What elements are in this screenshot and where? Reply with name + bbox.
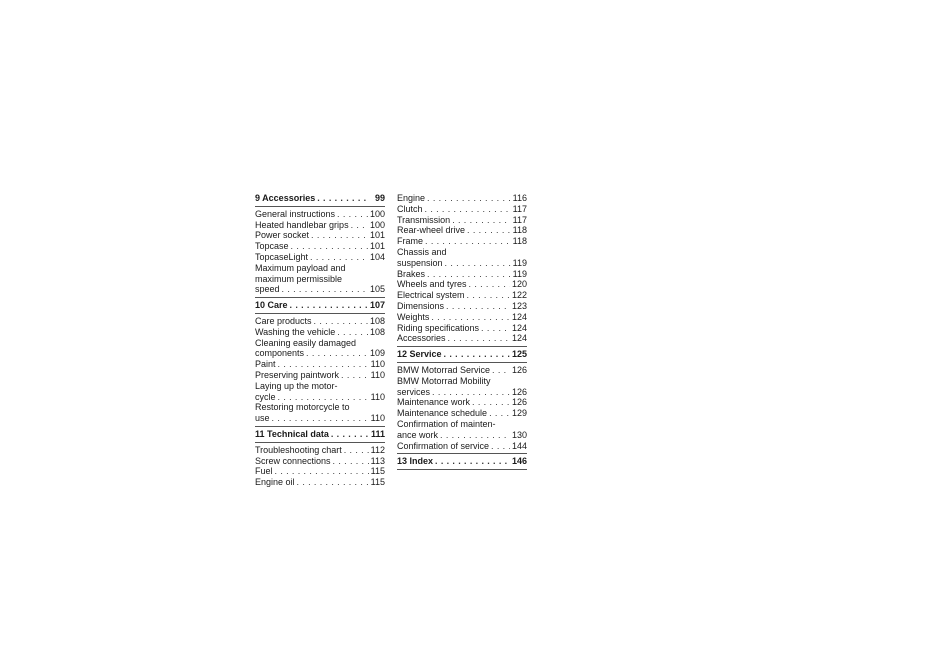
- toc-entry-row: [397, 301, 527, 312]
- dot-leader: [314, 316, 368, 327]
- toc-entry[interactable]: [397, 441, 527, 452]
- toc-page-number: 126: [511, 397, 527, 408]
- dot-leader: [278, 359, 369, 370]
- toc-entry-title-line: Confirmation of mainten-: [397, 418, 496, 429]
- toc-entry-row: [255, 252, 385, 263]
- toc-entry-title: General instructions: [255, 208, 336, 219]
- dot-leader: [344, 445, 369, 456]
- toc-section-heading[interactable]: [255, 429, 385, 440]
- toc-entry[interactable]: [397, 204, 527, 215]
- toc-entry[interactable]: [397, 397, 527, 408]
- toc-entry-row: [397, 323, 527, 334]
- toc-page-number: 115: [370, 466, 385, 477]
- dot-leader: [306, 348, 368, 359]
- toc-entry[interactable]: [397, 247, 527, 269]
- toc-entry-row: [397, 204, 527, 215]
- toc-section-heading[interactable]: [397, 349, 527, 360]
- dot-leader: [467, 225, 511, 236]
- toc-entry-row: [397, 279, 527, 290]
- toc-entry-row: [397, 408, 527, 419]
- toc-entry[interactable]: [255, 445, 385, 456]
- toc-entry-title: suspension: [397, 257, 443, 268]
- toc-entry-row: [255, 300, 385, 311]
- toc-entry[interactable]: [397, 215, 527, 226]
- toc-entry-row: [255, 193, 385, 204]
- toc-entry-row: [397, 365, 527, 376]
- toc-entry-row: [255, 209, 385, 220]
- toc-entry[interactable]: [397, 312, 527, 323]
- toc-entry-row: [397, 225, 527, 236]
- toc-entry-row: [397, 397, 527, 408]
- toc-page-number: 107: [369, 300, 385, 311]
- toc-entry[interactable]: [397, 323, 527, 334]
- dot-leader: [427, 269, 511, 280]
- toc-entry-title: Weights: [397, 311, 430, 322]
- toc-column-left: [255, 193, 385, 488]
- dot-leader: [272, 413, 369, 424]
- toc-entry-row: [255, 284, 385, 295]
- toc-entry-title: speed: [255, 284, 280, 295]
- toc-page-number: 110: [370, 413, 385, 424]
- dot-leader: [310, 252, 368, 263]
- toc-entry-row: [397, 269, 527, 280]
- toc-entry-row: [255, 413, 385, 424]
- toc-page-number: 104: [369, 251, 385, 262]
- dot-leader: [278, 392, 369, 403]
- toc-entry-row: [255, 477, 385, 488]
- toc-entry[interactable]: [397, 419, 527, 441]
- toc-entry-row: [397, 441, 527, 452]
- toc-entry[interactable]: [255, 252, 385, 263]
- toc-entry-title: 9 Accessories: [255, 193, 316, 203]
- toc-entry[interactable]: [255, 263, 385, 295]
- toc-entry-row: [397, 349, 527, 360]
- toc-page-number: 110: [370, 359, 385, 370]
- dot-leader: [491, 441, 510, 452]
- toc-entry-row: [255, 466, 385, 477]
- toc-page-number: 101: [369, 241, 385, 252]
- dot-leader: [291, 241, 368, 252]
- dot-leader: [448, 333, 510, 344]
- toc-entry[interactable]: [255, 220, 385, 231]
- toc-entry-title: 12 Service: [397, 349, 442, 360]
- toc-entry[interactable]: [397, 365, 527, 376]
- dot-leader: [425, 236, 511, 247]
- toc-entry-title: Care products: [255, 315, 312, 326]
- toc-page-number: 130: [511, 429, 527, 440]
- toc-entry-title: Maintenance schedule: [397, 408, 488, 419]
- toc-entry-row: [397, 333, 527, 344]
- toc-entry[interactable]: [255, 456, 385, 467]
- section-rule: [255, 206, 385, 207]
- toc-entry[interactable]: [397, 225, 527, 236]
- toc-entry-title: Topcase: [255, 241, 289, 252]
- toc-page-number: 99: [374, 193, 385, 203]
- dot-leader: [297, 477, 369, 488]
- toc-entry-title: Troubleshooting chart: [255, 444, 342, 455]
- section-rule: [397, 362, 527, 363]
- dot-leader: [331, 429, 369, 440]
- toc-entry[interactable]: [397, 376, 527, 398]
- toc-entry-row: [255, 359, 385, 370]
- toc-entry-row: [255, 392, 385, 403]
- toc-entry-row: [397, 258, 527, 269]
- toc-entry-title: Engine: [397, 193, 426, 203]
- toc-entry-title: Maintenance work: [397, 397, 471, 408]
- toc-entry-title: BMW Motorrad Service: [397, 364, 491, 375]
- toc-entry-row: [397, 236, 527, 247]
- toc-page-number: 117: [512, 203, 527, 214]
- toc-page-number: 129: [511, 408, 527, 419]
- toc-entry-row: [397, 456, 527, 467]
- toc-entry-title-line: Restoring motorcycle to: [255, 402, 350, 413]
- dot-leader: [452, 215, 510, 226]
- dot-leader: [440, 430, 510, 441]
- dot-leader: [444, 349, 510, 360]
- toc-page-number: 124: [511, 322, 527, 333]
- toc-entry-title-line: Maximum payload and: [255, 262, 346, 273]
- dot-leader: [472, 397, 510, 408]
- dot-leader: [431, 312, 510, 323]
- toc-entry-title-line: maximum permissible: [255, 273, 343, 284]
- section-rule: [397, 453, 527, 454]
- dot-leader: [333, 456, 369, 467]
- toc-page-number: 113: [370, 455, 385, 466]
- dot-leader: [467, 290, 510, 301]
- toc-entry-title: use: [255, 413, 270, 424]
- toc-entry-row: [397, 193, 527, 204]
- toc-page-number: 144: [511, 440, 527, 451]
- toc-page-number: 100: [369, 208, 385, 219]
- toc-page-number: 124: [511, 311, 527, 322]
- toc-entry-row: [255, 316, 385, 327]
- toc-page-number: 118: [512, 236, 527, 247]
- toc-entry-row: [255, 348, 385, 359]
- toc-entry-row: [397, 430, 527, 441]
- toc-entry-row: [397, 387, 527, 398]
- toc-entry[interactable]: [255, 402, 385, 424]
- toc-entry[interactable]: [397, 408, 527, 419]
- toc-section-heading[interactable]: [397, 456, 527, 467]
- toc-entry-row: [255, 220, 385, 231]
- toc-page-number: 118: [512, 225, 527, 236]
- dot-leader: [427, 193, 511, 204]
- dot-leader: [469, 279, 510, 290]
- dot-leader: [445, 258, 511, 269]
- toc-page-number: 110: [370, 369, 385, 380]
- dot-leader: [489, 408, 510, 419]
- toc-entry-row: [255, 241, 385, 252]
- toc-page-number: 111: [370, 428, 385, 439]
- section-rule: [397, 346, 527, 347]
- dot-leader: [492, 365, 510, 376]
- toc-entry[interactable]: [397, 290, 527, 301]
- toc-entry-title: Dimensions: [397, 300, 445, 311]
- toc-entry-title: 10 Care: [255, 300, 288, 311]
- toc-entry-title: Paint: [255, 359, 276, 370]
- toc-entry-title: Rear-wheel drive: [397, 225, 466, 236]
- toc-page-number: 126: [511, 386, 527, 397]
- toc-entry[interactable]: [255, 327, 385, 338]
- toc-page-number: 119: [512, 268, 527, 279]
- toc-page-number: 115: [370, 477, 385, 488]
- toc-entry[interactable]: [255, 338, 385, 360]
- toc-entry-title: Heated handlebar grips: [255, 219, 349, 230]
- toc-page-number: 120: [511, 279, 527, 290]
- toc-entry-title: Riding specifications: [397, 322, 480, 333]
- section-rule: [255, 297, 385, 298]
- toc-page-number: 124: [511, 333, 527, 344]
- section-rule: [397, 469, 527, 470]
- toc-entry[interactable]: [397, 333, 527, 344]
- toc-entry-row: [255, 429, 385, 440]
- toc-page-number: 112: [370, 444, 385, 455]
- toc-entry[interactable]: [255, 209, 385, 220]
- toc-page-number: 116: [512, 193, 527, 203]
- toc-entry-row: [397, 290, 527, 301]
- toc-entry-row: [397, 312, 527, 323]
- dot-leader: [446, 301, 510, 312]
- toc-page-number: 119: [512, 257, 527, 268]
- toc-entry-title: cycle: [255, 391, 276, 402]
- toc-entry[interactable]: [255, 241, 385, 252]
- toc-entry[interactable]: [397, 236, 527, 247]
- toc-entry-title: 11 Technical data: [255, 428, 329, 439]
- toc-entry-title: Confirmation of service: [397, 440, 490, 451]
- toc-entry-title: Fuel: [255, 466, 273, 477]
- dot-leader: [317, 193, 369, 204]
- dot-leader: [481, 323, 510, 334]
- toc-entry[interactable]: [255, 381, 385, 403]
- toc-page-number: 110: [370, 391, 385, 402]
- toc-entry[interactable]: [255, 230, 385, 241]
- toc-entry-row: [255, 370, 385, 381]
- toc-entry-title: Electrical system: [397, 290, 465, 301]
- toc-entry-title: Screw connections: [255, 455, 331, 466]
- toc-entry-title: services: [397, 386, 431, 397]
- toc-entry-title: components: [255, 348, 305, 359]
- toc-entry-title: Engine oil: [255, 477, 295, 488]
- toc-entry-row: [255, 456, 385, 467]
- toc-entry-title: Frame: [397, 236, 424, 247]
- toc-entry-title: Accessories: [397, 333, 446, 344]
- toc-entry-title: Wheels and tyres: [397, 279, 467, 290]
- toc-section-heading[interactable]: [255, 300, 385, 311]
- toc-page-number: 117: [512, 214, 527, 225]
- toc-entry-title: ance work: [397, 429, 439, 440]
- dot-leader: [337, 327, 368, 338]
- toc-entry-title-line: Chassis and: [397, 246, 447, 257]
- toc-entry-title-line: Cleaning easily damaged: [255, 337, 357, 348]
- toc-entry[interactable]: [397, 193, 527, 204]
- dot-leader: [337, 209, 368, 220]
- section-rule: [255, 426, 385, 427]
- toc-entry[interactable]: [255, 370, 385, 381]
- toc-entry[interactable]: [397, 279, 527, 290]
- toc-entry-title: Clutch: [397, 203, 423, 214]
- section-rule: [255, 442, 385, 443]
- toc-column-right: [397, 193, 527, 472]
- toc-entry-title: Washing the vehicle: [255, 326, 336, 337]
- toc-entry[interactable]: [255, 466, 385, 477]
- dot-leader: [290, 300, 368, 311]
- toc-entry-title: Power socket: [255, 230, 310, 241]
- toc-entry-row: [255, 327, 385, 338]
- toc-entry-title: TopcaseLight: [255, 251, 309, 262]
- toc-page-number: 126: [511, 364, 527, 375]
- toc-entry-title: Transmission: [397, 214, 451, 225]
- toc-entry-title: Brakes: [397, 268, 426, 279]
- toc-entry-title: 13 Index: [397, 456, 434, 467]
- toc-page-number: 125: [511, 349, 527, 360]
- toc-page-number: 109: [369, 348, 385, 359]
- toc-page-number: 101: [369, 230, 385, 241]
- toc-entry-row: [397, 215, 527, 226]
- toc-entry[interactable]: [397, 269, 527, 280]
- toc-entry-row: [255, 445, 385, 456]
- dot-leader: [425, 204, 511, 215]
- dot-leader: [435, 456, 510, 467]
- toc-page-number: 100: [369, 219, 385, 230]
- toc-entry-title-line: BMW Motorrad Mobility: [397, 375, 491, 386]
- toc-page-number: 108: [369, 326, 385, 337]
- toc-section-heading[interactable]: [255, 193, 385, 204]
- toc-entry[interactable]: [397, 301, 527, 312]
- toc-entry[interactable]: [255, 359, 385, 370]
- toc-entry[interactable]: [255, 316, 385, 327]
- toc-page-number: 122: [511, 290, 527, 301]
- dot-leader: [341, 370, 369, 381]
- toc-page-number: 105: [369, 284, 385, 295]
- toc-page-number: 123: [511, 300, 527, 311]
- toc-page-number: 146: [511, 456, 527, 467]
- dot-leader: [282, 284, 368, 295]
- toc-entry-title: Preserving paintwork: [255, 369, 340, 380]
- dot-leader: [275, 466, 369, 477]
- toc-page-number: 108: [369, 315, 385, 326]
- toc-entry-row: [255, 230, 385, 241]
- section-rule: [255, 313, 385, 314]
- dot-leader: [432, 387, 510, 398]
- toc-entry-title-line: Laying up the motor-: [255, 380, 338, 391]
- toc-entry[interactable]: [255, 477, 385, 488]
- dot-leader: [351, 220, 368, 231]
- dot-leader: [311, 230, 368, 241]
